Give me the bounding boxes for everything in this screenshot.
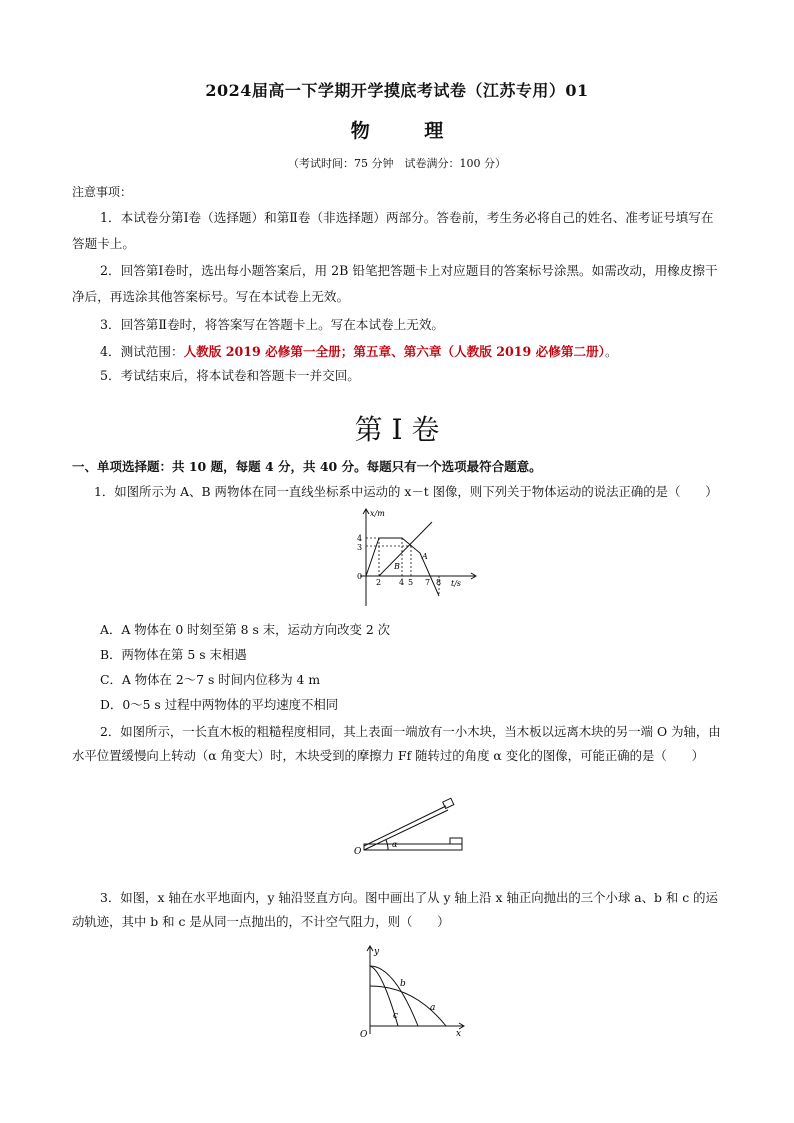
q1-origin: 0 [357, 572, 363, 581]
q2-angle-label: α [392, 840, 398, 849]
notice-item-5: 5．考试结束后，将本试卷和答题卡一并交回。 [100, 368, 360, 383]
q1-y-tick-3: 3 [357, 543, 363, 552]
q3-y-axis-label: y [374, 947, 380, 957]
notice-item-4: 4．测试范围：人教版 2019 必修第一全册；第五章、第六章（人教版 2019 必修第二册）。 [100, 344, 618, 359]
q1-option-c: C．A 物体在 2～7 s 时间内位移为 4 m [100, 672, 321, 687]
exam-title: 2024届高一下学期开学摸底考试卷（江苏专用）01 [205, 81, 589, 100]
q1-y-tick-4: 4 [357, 534, 363, 543]
q1-option-a: A．A 物体在 0 时刻至第 8 s 末，运动方向改变 2 次 [100, 622, 391, 637]
q2-board-figure [350, 796, 470, 862]
test-scope: 人教版 2019 必修第一全册；第五章、第六章（人教版 2019 必修第二册） [183, 344, 605, 359]
exam-info: （考试时间：75 分钟 试卷满分：100 分） [288, 157, 506, 170]
q1-x-axis-label: t/s [451, 579, 462, 588]
q1-x-tick-2: 2 [376, 578, 382, 587]
q1-label-a: A [422, 552, 428, 561]
q3-origin: O [360, 1030, 368, 1040]
volume-title: 第 I 卷 [354, 413, 440, 446]
q3-label-b: b [400, 979, 406, 989]
q2-stem: 2．如图所示，一长直木板的粗糙程度相同，其上表面一端放有一小木块，当木板以远离木块的另一端 O 为轴，由水平位置缓慢向上转动（α 角变大）时，木块受到的摩擦力 Ff 随转过的角度 α 变化的图像，可能正确的是（ ） [72, 724, 721, 763]
q1-x-tick-5: 5 [408, 578, 414, 587]
notice-item-2: 2．回答第Ⅰ卷时，选出每小题答案后，用 2B 铅笔把答题卡上对应题目的答案标号涂黑。如需改动，用橡皮擦干净后，再选涂其他答案标号。写在本试卷上无效。 [72, 263, 718, 304]
q3-trajectory-figure [352, 942, 470, 1042]
q1-option-d: D．0～5 s 过程中两物体的平均速度不相同 [100, 697, 339, 712]
section-heading: 一、单项选择题：共 10 题，每题 4 分，共 40 分。每题只有一个选项最符合题意。 [72, 459, 542, 474]
q1-x-tick-4: 4 [399, 578, 405, 587]
q1-label-b: B [394, 562, 400, 571]
q1-stem: 1．如图所示为 A、B 两物体在同一直线坐标系中运动的 x－t 图像，则下列关于物体运动的说法正确的是（ ） [94, 484, 718, 499]
q3-label-c: c [393, 1011, 399, 1021]
q1-option-b: B．两物体在第 5 s 末相遇 [100, 647, 247, 662]
notice-heading: 注意事项： [72, 185, 133, 199]
notice-item-3: 3．回答第Ⅱ卷时，将答案写在答题卡上。写在本试卷上无效。 [100, 317, 445, 332]
q1-y-axis-label: x/m [370, 509, 385, 518]
q1-x-tick-8: 8 [436, 578, 442, 587]
notice-item-1: 1．本试卷分第Ⅰ卷（选择题）和第Ⅱ卷（非选择题）两部分。答卷前，考生务必将自己的姓名、准考证号填写在答题卡上。 [72, 210, 714, 251]
q1-xt-graph [330, 506, 480, 612]
q3-stem: 3．如图，x 轴在水平地面内，y 轴沿竖直方向。图中画出了从 y 轴上沿 x 轴正向抛出的三个小球 a、b 和 c 的运动轨迹，其中 b 和 c 是从同一点抛出的，不计空气阻力，则（ ） [72, 890, 718, 929]
subject-title: 物 理 [350, 120, 444, 142]
q3-x-axis-label: x [456, 1029, 462, 1039]
q3-label-a: a [430, 1003, 436, 1013]
q1-x-tick-7: 7 [425, 578, 431, 587]
q2-pivot-label: O [354, 847, 362, 857]
